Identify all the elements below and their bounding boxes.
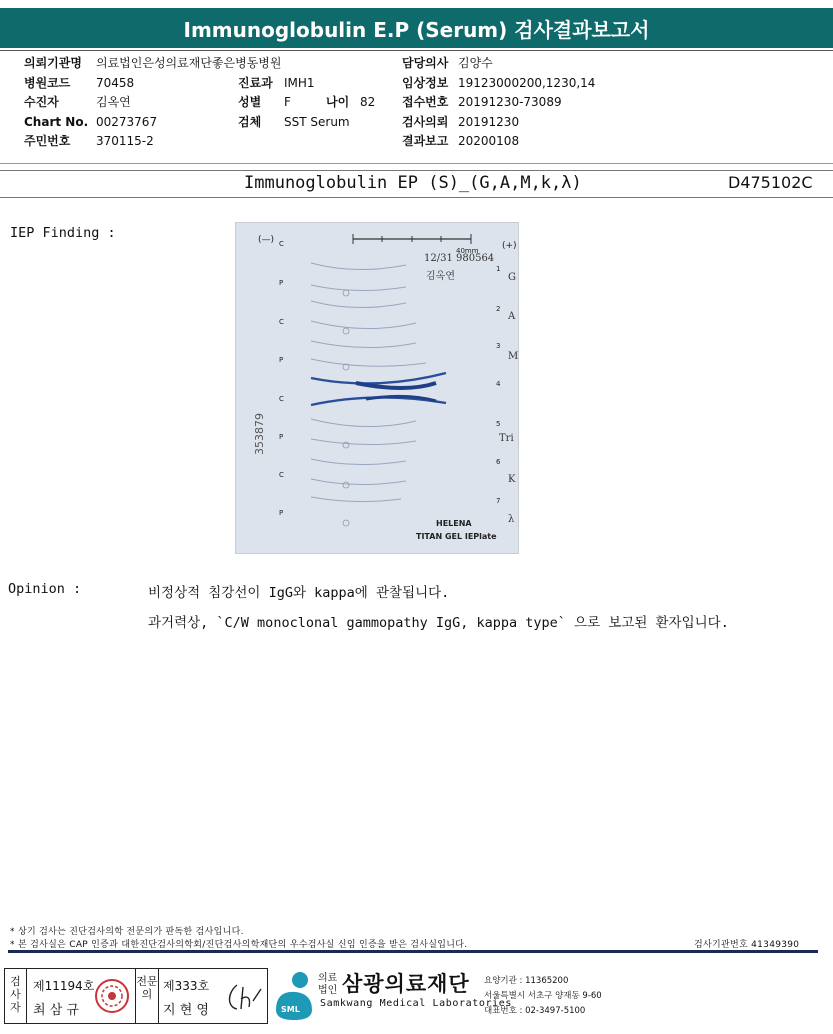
info-label: 수진자	[24, 95, 59, 109]
precipitin-band-igg	[356, 383, 436, 388]
lab-address: 서울특별시 서초구 양재동 9-60	[484, 991, 602, 1001]
lane-number: 3	[496, 342, 501, 350]
well-label: P	[279, 433, 284, 441]
test-code: D475102C	[728, 173, 813, 192]
institution-number: 검사기관번호 41349390	[694, 940, 800, 950]
info-row-physician	[402, 54, 595, 74]
info-row-report-date	[402, 132, 595, 152]
well-label: P	[279, 279, 284, 287]
lane-number: 2	[496, 305, 501, 313]
info-label: 검체	[238, 114, 262, 129]
gel-drawing	[236, 223, 520, 555]
info-label: 검사의뢰	[402, 114, 449, 129]
test-name: Immunoglobulin EP (S)_(G,A,M,k,λ)	[244, 173, 582, 193]
lane-number: 6	[496, 458, 501, 466]
polarity-positive: (+)	[502, 241, 517, 251]
info-row-clinical-info	[402, 74, 595, 94]
opinion-line-1: 비정상적 침강선이 IgG와 kappa에 관찰됩니다.	[148, 585, 450, 601]
opinion-label: Opinion :	[8, 581, 82, 597]
info-value: F	[284, 95, 291, 109]
info-value: 00273767	[96, 114, 158, 129]
info-value: 70458	[96, 75, 135, 90]
gel-plate-name: TITAN GEL IEPlate	[416, 532, 497, 541]
info-value: 20191230	[458, 114, 520, 129]
specialist-name: 지 현 영	[163, 1003, 209, 1018]
examiner-license: 제11194호	[33, 979, 95, 993]
info-row-request-date	[402, 113, 595, 133]
antiserum-label: A	[508, 311, 516, 322]
lane-number: 1	[496, 265, 501, 273]
info-value: 370115-2	[96, 134, 154, 148]
gel-brand: HELENA	[436, 519, 472, 528]
well-label: P	[279, 509, 284, 517]
lab-corp-type: 의료 법인	[318, 973, 338, 996]
info-label: 접수번호	[402, 95, 449, 109]
report-title-bar	[0, 8, 833, 48]
info-value: IMH1	[284, 75, 315, 90]
antiserum-label: G	[508, 272, 516, 283]
antiserum-label: M	[508, 351, 519, 362]
info-row-receipt-no	[402, 93, 595, 113]
lab-phone: 대표번호 : 02-3497-5100	[484, 1006, 586, 1016]
antiserum-label: Tri	[499, 433, 514, 444]
info-label: 담당의사	[402, 56, 449, 70]
well-label: C	[279, 395, 284, 403]
info-row-specimen	[238, 113, 375, 133]
sample-note: 12/31 980564	[424, 253, 495, 264]
patient-info-middle	[238, 74, 375, 133]
info-row-institution	[24, 54, 281, 74]
lab-code: 요양기관 : 11365200	[484, 976, 569, 986]
well-label: C	[279, 240, 284, 248]
info-label: 주민번호	[24, 134, 71, 148]
report-title: Immunoglobulin E.P (Serum) 검사결과보고서	[183, 17, 650, 42]
footnote-2: * 본 검사실은 CAP 인증과 대한진단검사의학회/진단검사의학재단의 우수검사실 신임 인증을 받은 검사실입니다.	[10, 940, 468, 950]
info-value: 의료법인은성의료재단좋은병동병원	[96, 56, 282, 70]
footer-bar	[8, 950, 818, 953]
info-row-sex-age	[238, 93, 375, 113]
info-label: 병원코드	[24, 75, 71, 90]
signature-box	[4, 968, 268, 1024]
info-label: 나이	[326, 95, 350, 109]
specialist-signature-icon	[223, 979, 263, 1015]
precipitin-arc-igg	[311, 373, 446, 383]
info-value: 김옥연	[96, 95, 131, 109]
info-value: 82	[360, 95, 376, 109]
footnote-1: * 상기 검사는 진단검사의학 전문의가 판독한 검사입니다.	[10, 927, 244, 937]
examiner-seal-icon	[93, 977, 131, 1015]
well-label: C	[279, 471, 284, 479]
info-row-department	[238, 74, 375, 94]
info-value: 20191230-73089	[458, 95, 562, 109]
info-value: 19123000200,1230,14	[458, 75, 596, 90]
info-label: 결과보고	[402, 134, 449, 148]
info-row-resident-no	[24, 132, 281, 152]
header-divider	[0, 50, 833, 51]
patient-info-right	[402, 54, 595, 152]
examiner-label: 검사자	[5, 969, 27, 1023]
sml-logo-icon	[272, 970, 316, 1022]
info-value: 김양수	[458, 56, 493, 70]
info-label: 진료과	[238, 75, 273, 90]
well-label: P	[279, 356, 284, 364]
lane-number: 5	[496, 420, 501, 428]
iep-gel-image	[235, 222, 519, 554]
info-label: Chart No.	[24, 114, 89, 129]
gel-wells	[343, 290, 349, 526]
logo-text: SML	[281, 1005, 300, 1014]
antiserum-label: λ	[508, 514, 515, 525]
scale-label: 40mm	[456, 247, 479, 255]
well-label: C	[279, 318, 284, 326]
opinion-line-2: 과거력상, `C/W monoclonal gammopathy IgG, kappa type` 으로 보고된 환자입니다.	[148, 615, 729, 631]
info-divider	[0, 163, 833, 164]
polarity-negative: (—)	[258, 235, 275, 245]
antiserum-label: K	[508, 474, 516, 485]
lane-number: 4	[496, 380, 501, 388]
examiner-name: 최 삼 규	[33, 1003, 79, 1018]
specialist-license: 제333호	[163, 979, 210, 993]
info-label: 의뢰기관명	[24, 56, 82, 70]
gel-patient-name: 김옥연	[426, 271, 455, 282]
gel-side-id: 353879	[253, 413, 266, 455]
info-label: 성별	[238, 95, 262, 109]
iep-label: IEP Finding :	[10, 225, 116, 241]
info-label: 임상정보	[402, 75, 449, 90]
info-value: SST Serum	[284, 114, 350, 129]
specialist-label: 전문의	[135, 969, 159, 1023]
lab-name-en: Samkwang Medical Laboratories	[320, 998, 512, 1009]
lab-name: 삼광의료재단	[342, 972, 470, 996]
lane-number: 7	[496, 497, 501, 505]
info-value: 20200108	[458, 134, 520, 148]
